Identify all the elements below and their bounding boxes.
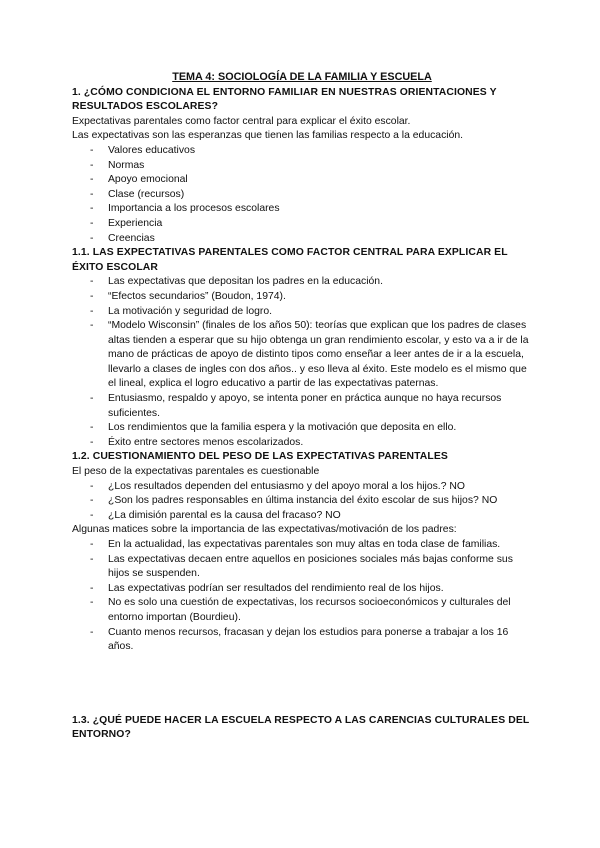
section-1-2-nuances-list <box>72 538 532 655</box>
section-1-2-paragraph-1: El peso de la expectativas parentales es cuestionable <box>72 466 320 478</box>
list-item-text: Cuanto menos recursos, fracasan y dejan los estudios para ponerse a trabajar a los 16 años. <box>108 626 509 653</box>
list-item-text: Clase (recursos) <box>108 188 185 200</box>
dash-bullet: - <box>90 539 94 550</box>
document-title: TEMA 4: SOCIOLOGÍA DE LA FAMILIA Y ESCUELA <box>172 71 432 83</box>
list-item-text: Las expectativas que depositan los padres en la educación. <box>108 276 383 288</box>
section-1-1-list <box>72 275 532 450</box>
dash-bullet: - <box>90 320 94 332</box>
section-1-1-heading: 1.1. LAS EXPECTATIVAS PARENTALES COMO FACTOR CENTRAL PARA EXPLICAR EL ÉXITO ESCOLAR <box>72 247 508 273</box>
dash-bullet: - <box>90 495 94 507</box>
list-item-text: Éxito entre sectores menos escolarizados. <box>108 436 304 448</box>
list-item <box>90 202 532 217</box>
dash-bullet: - <box>90 188 94 200</box>
dash-bullet: - <box>90 276 94 288</box>
dash-bullet: - <box>90 174 94 186</box>
section-1-2-questions-list <box>72 480 532 524</box>
dash-bullet: - <box>90 436 94 448</box>
list-item <box>90 436 532 451</box>
list-item-text: No es solo una cuestión de expectativas, los recursos socioeconómicos y culturales del entorno importan (Bourdieu). <box>108 597 511 623</box>
list-item-text: Los rendimientos que la familia espera y la motivación que deposita en ello. <box>108 422 457 434</box>
dash-bullet: - <box>90 159 94 171</box>
list-item-text: En la actualidad, las expectativas parentales son muy altas en toda clase de familias. <box>108 539 501 550</box>
list-item <box>90 159 532 174</box>
document-page <box>72 70 532 743</box>
dash-bullet: - <box>90 553 94 565</box>
dash-bullet: - <box>90 203 94 215</box>
list-item <box>90 217 532 232</box>
list-item-text: Apoyo emocional <box>108 174 188 186</box>
list-item <box>90 480 532 495</box>
dash-bullet: - <box>90 290 94 302</box>
dash-bullet: - <box>90 582 94 594</box>
section-1-list <box>72 144 532 246</box>
dash-bullet: - <box>90 217 94 229</box>
dash-bullet: - <box>90 144 94 156</box>
list-item <box>90 290 532 305</box>
list-item-text: Valores educativos <box>108 144 196 156</box>
dash-bullet: - <box>90 232 94 244</box>
list-item <box>90 319 532 392</box>
list-item <box>90 494 532 509</box>
dash-bullet: - <box>90 305 94 317</box>
list-item-text: Entusiasmo, respaldo y apoyo, se intenta poner en práctica aunque no haya recursos suficientes. <box>108 393 502 419</box>
dash-bullet: - <box>90 422 94 434</box>
dash-bullet: - <box>90 509 94 521</box>
list-item-text: Las expectativas podrían ser resultados del rendimiento real de los hijos. <box>108 582 444 594</box>
section-1-paragraph-2: Las expectativas son las esperanzas que tienen las familias respecto a la educación. <box>72 130 464 142</box>
dash-bullet: - <box>90 597 94 609</box>
dash-bullet: - <box>90 480 94 492</box>
section-1-paragraph-1: Expectativas parentales como factor central para explicar el éxito escolar. <box>72 115 411 127</box>
list-item <box>90 188 532 203</box>
list-item <box>90 305 532 320</box>
list-item <box>90 421 532 436</box>
list-item <box>90 392 532 421</box>
list-item-text: Normas <box>108 159 145 171</box>
section-1-2-paragraph-2: Algunas matices sobre la importancia de las expectativas/motivación de los padres: <box>72 524 457 536</box>
list-item <box>90 538 532 553</box>
list-item-text: ¿Son los padres responsables en última instancia del éxito escolar de sus hijos? NO <box>108 495 498 507</box>
list-item <box>90 626 532 655</box>
list-item <box>90 144 532 159</box>
list-item-text: Las expectativas decaen entre aquellos en posiciones sociales más bajas conforme sus hijos se suspenden. <box>108 553 513 580</box>
list-item <box>90 275 532 290</box>
list-item <box>90 582 532 597</box>
section-1-3-heading: 1.3. ¿QUÉ PUEDE HACER LA ESCUELA RESPECTO A LAS CARENCIAS CULTURALES DEL ENTORNO? <box>72 714 530 741</box>
list-item-text: Experiencia <box>108 217 163 229</box>
dash-bullet: - <box>90 626 94 638</box>
list-item <box>90 173 532 188</box>
list-item <box>90 553 532 582</box>
list-item <box>90 596 532 625</box>
list-item <box>90 509 532 524</box>
list-item-text: “Efectos secundarios” (Boudon, 1974). <box>108 290 286 302</box>
list-item-text: “Modelo Wisconsin” (finales de los años 50): teorías que explican que los padres de clases altas tienden a esperar que su hijo obtenga un gran rendimiento escolar, y esto va a ir de la mano de prácticas de apoyo de distinto tipos como enseñar a leer antes de ir a la escuela, llevarlo a clases de ingles con dos años.. y eso lleva al éxito. Este modelo es el mismo que el lineal, explica el logro educativo a partir de las expectativas paternas. <box>108 320 529 390</box>
list-item-text: Creencias <box>108 232 155 244</box>
list-item-text: ¿La dimisión parental es la causa del fracaso? NO <box>108 509 341 521</box>
section-1-2-heading: 1.2. CUESTIONAMIENTO DEL PESO DE LAS EXPECTATIVAS PARENTALES <box>72 451 448 463</box>
list-item-text: ¿Los resultados dependen del entusiasmo y del apoyo moral a los hijos.? NO <box>108 480 465 492</box>
list-item <box>90 232 532 247</box>
section-1-heading: 1. ¿CÓMO CONDICIONA EL ENTORNO FAMILIAR EN NUESTRAS ORIENTACIONES Y RESULTADOS ESCOLARES? <box>72 86 497 113</box>
blank-space <box>72 655 532 714</box>
list-item-text: La motivación y seguridad de logro. <box>108 305 273 317</box>
dash-bullet: - <box>90 393 94 405</box>
list-item-text: Importancia a los procesos escolares <box>108 203 280 215</box>
